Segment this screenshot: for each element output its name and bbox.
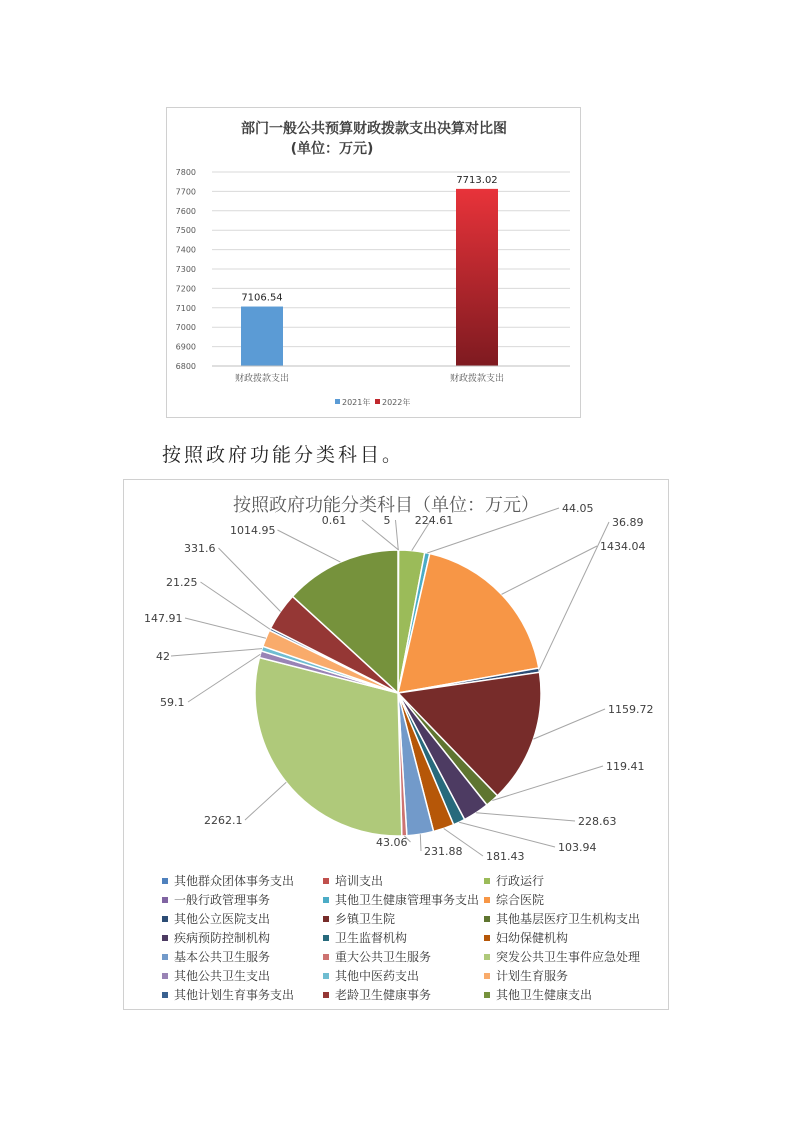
pie-leader-line: [278, 530, 341, 562]
pie-data-label: 331.6: [184, 542, 216, 555]
pie-legend-item: [162, 929, 270, 947]
pie-legend-label: 行政运行: [496, 874, 545, 888]
pie-data-label: 1159.72: [608, 703, 654, 716]
pie-legend-label: 培训支出: [335, 874, 384, 888]
bar-y-tick-label: 6900: [175, 342, 196, 352]
pie-data-label: 59.1: [160, 696, 185, 709]
bar-category-label: 财政拨款支出: [449, 374, 505, 384]
pie-legend-label: 综合医院: [496, 893, 545, 907]
pie-leader-line: [171, 649, 262, 656]
pie-leader-line: [420, 834, 421, 851]
pie-data-label: 224.61: [414, 514, 454, 527]
bar-chart-panel: [166, 107, 581, 418]
pie-legend-item: [484, 967, 568, 985]
legend-swatch: [162, 954, 168, 960]
pie-legend-item: [484, 929, 568, 947]
pie-leader-line: [188, 654, 260, 702]
pie-data-label: 147.91: [144, 612, 183, 625]
pie-leader-line: [539, 522, 609, 670]
legend-swatch: [162, 897, 168, 903]
pie-legend-label: 乡镇卫生院: [335, 912, 396, 926]
pie-data-label: 44.05: [562, 502, 594, 515]
legend-swatch: [484, 973, 490, 979]
pie-legend-item: [484, 891, 544, 909]
pie-data-label: 42: [156, 650, 170, 663]
pie-legend-label: 老龄卫生健康事务: [335, 988, 432, 1002]
pie-legend-label: 突发公共卫生事件应急处理: [496, 950, 641, 964]
pie-legend-label: 计划生育服务: [496, 969, 569, 983]
bar-2021年: [241, 307, 283, 366]
legend-swatch: [323, 916, 329, 922]
legend-swatch: [484, 954, 490, 960]
pie-legend-label: 其他中医药支出: [335, 969, 420, 983]
pie-legend-item: [323, 891, 479, 909]
legend-swatch: [323, 992, 329, 998]
bar-y-tick-label: 7200: [175, 284, 196, 294]
section-caption: 按照政府功能分类科目。: [162, 444, 405, 466]
pie-legend-label: 疾病预防控制机构: [174, 931, 271, 945]
pie-legend-item: [323, 929, 407, 947]
pie-leader-line: [476, 813, 575, 821]
legend-swatch: [335, 399, 340, 404]
bar-data-label: 7106.54: [241, 292, 283, 304]
pie-legend-label: 其他公立医院支出: [174, 912, 271, 926]
pie-legend-item: [162, 910, 270, 928]
pie-legend-item: [323, 948, 431, 966]
legend-swatch: [162, 973, 168, 979]
pie-legend-label: 重大公共卫生服务: [335, 950, 432, 964]
pie-data-label: 119.41: [606, 760, 645, 773]
pie-data-label: 2262.1: [204, 814, 243, 827]
bar-2022年: [456, 189, 498, 366]
pie-leader-line: [502, 546, 597, 594]
bar-data-label: 7713.02: [456, 174, 498, 186]
pie-legend-label: 其他计划生育事务支出: [174, 988, 295, 1002]
bar-legend-label: 2022年: [382, 398, 411, 407]
legend-swatch: [162, 878, 168, 884]
pie-data-label: 5: [383, 514, 391, 527]
pie-data-label: 181.43: [486, 850, 525, 863]
pie-data-label: 228.63: [578, 815, 617, 828]
legend-swatch: [323, 897, 329, 903]
pie-legend-label: 其他公共卫生支出: [174, 969, 271, 983]
bar-category-label: 财政拨款支出: [234, 374, 290, 384]
pie-legend-item: [484, 986, 592, 1004]
bar-y-tick-label: 7700: [175, 187, 196, 197]
pie-legend-label: 其他卫生健康支出: [496, 988, 593, 1002]
pie-legend-label: 卫生监督机构: [335, 931, 408, 945]
legend-swatch: [484, 897, 490, 903]
bar-chart-title: 部门一般公共预算财政拨款支出决算对比图: [241, 121, 507, 137]
pie-legend-label: 其他卫生健康管理事务支出: [335, 893, 480, 907]
legend-swatch: [323, 954, 329, 960]
pie-leader-line: [219, 548, 281, 612]
pie-data-label: 1014.95: [230, 524, 276, 537]
bar-y-tick-label: 7000: [175, 323, 196, 333]
pie-leader-line: [185, 618, 266, 638]
legend-swatch: [323, 973, 329, 979]
pie-chart-panel: [123, 479, 669, 1010]
bar-chart: [167, 108, 580, 417]
legend-swatch: [323, 935, 329, 941]
pie-leader-line: [362, 520, 399, 550]
pie-legend-label: 其他群众团体事务支出: [174, 874, 295, 888]
pie-legend-label: 基本公共卫生服务: [174, 950, 271, 964]
pie-data-label: 103.94: [558, 841, 597, 854]
bar-y-tick-label: 6800: [175, 362, 196, 371]
legend-swatch: [323, 878, 329, 884]
legend-swatch: [484, 935, 490, 941]
legend-swatch: [484, 916, 490, 922]
pie-data-label: 0.61: [321, 514, 347, 527]
pie-data-label: 1434.04: [600, 540, 646, 553]
pie-legend-item: [323, 986, 431, 1004]
bar-y-tick-label: 7500: [175, 226, 196, 236]
pie-data-label: 21.25: [166, 576, 198, 589]
pie-legend-item: [484, 948, 640, 966]
pie-legend-item: [162, 986, 294, 1004]
pie-chart-title: 按照政府功能分类科目（单位：万元）: [233, 495, 539, 516]
pie-legend-item: [162, 891, 270, 909]
pie-legend-item: [162, 872, 294, 890]
pie-legend-item: [323, 967, 419, 985]
bar-y-tick-label: 7100: [175, 303, 196, 313]
pie-data-label: 231.88: [424, 845, 463, 858]
pie-leader-line: [533, 709, 605, 739]
pie-legend-item: [323, 910, 395, 928]
pie-legend-label: 一般行政管理事务: [174, 893, 271, 907]
pie-legend-item: [162, 967, 270, 985]
pie-leader-line: [201, 582, 271, 629]
pie-legend-item: [323, 872, 383, 890]
bar-chart-subtitle: (单位：万元): [290, 141, 374, 157]
legend-swatch: [375, 399, 380, 404]
legend-swatch: [162, 935, 168, 941]
pie-leader-line: [245, 782, 286, 820]
bar-y-tick-label: 7300: [175, 265, 196, 274]
pie-legend-item: [162, 948, 270, 966]
pie-data-label: 36.89: [612, 516, 644, 529]
legend-swatch: [484, 992, 490, 998]
legend-swatch: [162, 916, 168, 922]
pie-legend-label: 妇幼保健机构: [496, 931, 569, 945]
pie-leader-line: [459, 822, 555, 847]
bar-y-tick-label: 7600: [175, 206, 196, 216]
bar-y-tick-label: 7800: [175, 168, 196, 177]
pie-legend-label: 其他基层医疗卫生机构支出: [496, 912, 641, 926]
bar-legend-label: 2021年: [342, 398, 371, 407]
pie-legend-item: [484, 872, 544, 890]
pie-data-label: 43.06: [376, 836, 408, 849]
pie-chart: [124, 480, 668, 870]
bar-y-tick-label: 7400: [175, 245, 196, 255]
legend-swatch: [484, 878, 490, 884]
pie-legend-item: [484, 910, 640, 928]
pie-leader-line: [396, 520, 399, 550]
legend-swatch: [162, 992, 168, 998]
